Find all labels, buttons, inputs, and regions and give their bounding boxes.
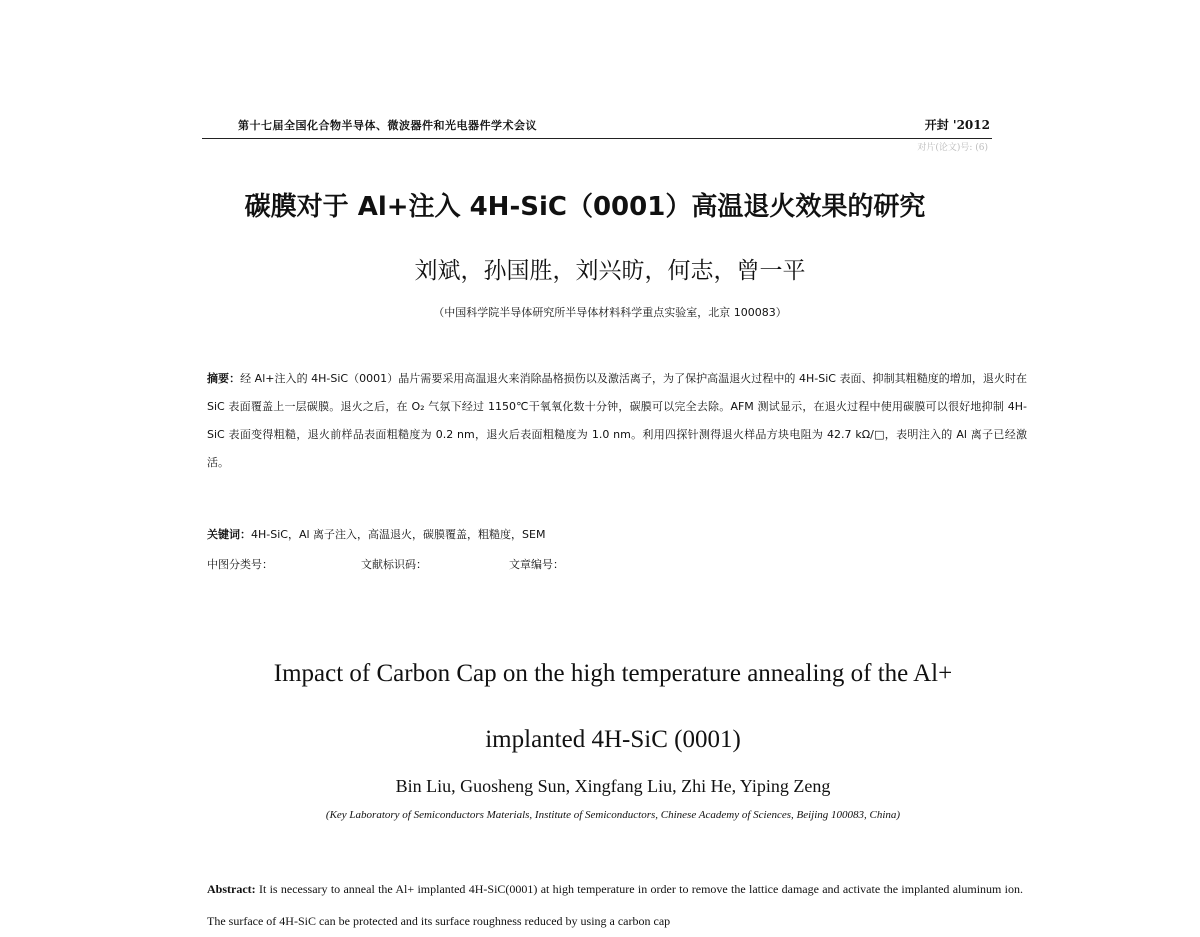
authors-chinese: 刘斌，孙国胜，刘兴昉，何志，曾一平	[414, 258, 806, 284]
classification-line	[207, 556, 807, 574]
article-no-label: 文章编号：	[509, 558, 564, 571]
clc-label: 中图分类号：	[207, 558, 273, 571]
affiliation-chinese: （中国科学院半导体研究所半导体材料科学重点实验室，北京 100083）	[433, 306, 787, 319]
faint-mark: 对片(论文)号: (6)	[917, 143, 988, 153]
conference-name: 第十七届全国化合物半导体、微波器件和光电器件学术会议	[238, 119, 537, 132]
title-english-line-2: implanted 4H-SiC (0001)	[485, 726, 741, 753]
keywords-chinese	[207, 526, 545, 542]
abstract-english-label: Abstract:	[207, 882, 256, 896]
title-english-line-1: Impact of Carbon Cap on the high temperature annealing of the Al+	[273, 660, 953, 687]
abstract-english	[207, 873, 1023, 937]
abstract-chinese-text: 经 Al+注入的 4H-SiC（0001）晶片需要采用高温退火来消除晶格损伤以及激活离子，为了保护高温退火过程中的 4H-SiC 表面、抑制其粗糙度的增加，退火时在 SiC 表面覆盖上一层碳膜。退火之后，在 O₂ 气氛下经过 1150℃干氧氧化数十分钟，碳膜可以完全去除。AFM 测试显示，在退火过程中使用碳膜可以很好地抑制 4H-SiC 表面变得粗糙，退火前样品表面粗糙度为 0.2 nm，退火后表面粗糙度为 1.0 nm。利用四探针测得退火样品方块电阻为 42.7 kΩ/□，表明注入的 Al 离子已经激活。	[207, 372, 1027, 469]
abstract-english-text: It is necessary to anneal the Al+ implanted 4H-SiC(0001) at high temperature in order to remove the lattice damage and activate the implanted aluminum ion. The surface of 4H-SiC can be protected and its surface roughness reduced by using a carbon cap	[207, 882, 1024, 928]
authors-english: Bin Liu, Guosheng Sun, Xingfang Liu, Zhi He, Yiping Zeng	[395, 776, 831, 796]
title-chinese: 碳膜对于 Al+注入 4H-SiC（0001）高温退火效果的研究	[244, 192, 926, 222]
affiliation-english: (Key Laboratory of Semiconductors Materials, Institute of Semiconductors, Chinese Academy of Sciences, Beijing 100083, China)	[325, 809, 901, 821]
running-header	[202, 116, 992, 139]
abstract-chinese-label: 摘要：	[207, 372, 241, 385]
keywords-text: 4H-SiC，Al 离子注入，高温退火，碳膜覆盖，粗糙度，SEM	[251, 528, 546, 541]
keywords-label: 关键词：	[207, 528, 251, 541]
doc-code-label: 文献标识码：	[361, 558, 427, 571]
conference-location-year: 开封 '2012	[924, 118, 990, 132]
abstract-chinese	[207, 365, 1027, 477]
